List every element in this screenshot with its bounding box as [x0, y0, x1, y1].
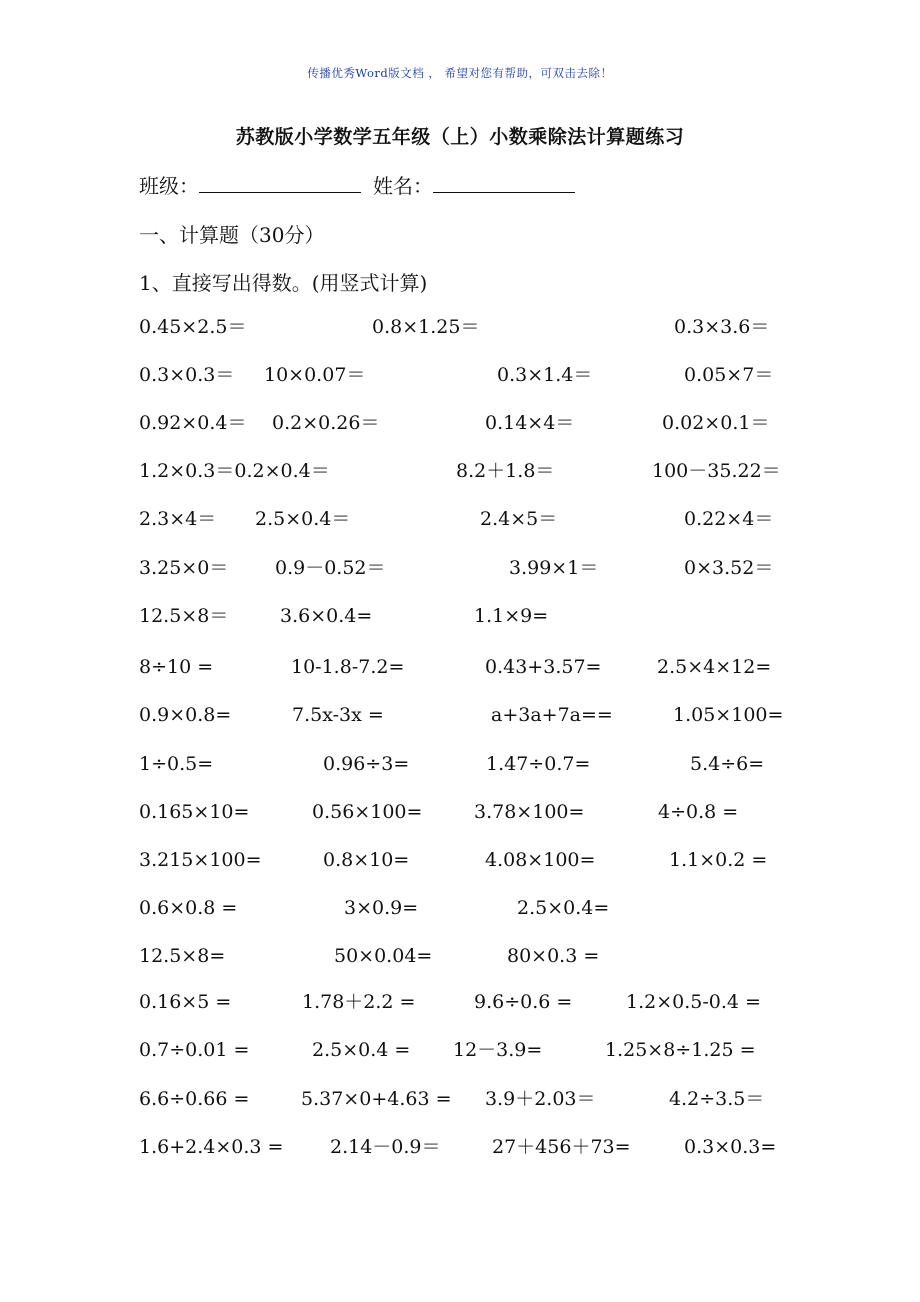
problem-item: 100－35.22＝: [652, 460, 781, 482]
problem-item: 1.2×0.3＝0.2×0.4＝: [139, 460, 330, 482]
problem-item: 1.25×8÷1.25 =: [605, 1039, 756, 1061]
question-heading: 1、直接写出得数。(用竖式计算): [139, 271, 428, 295]
problem-item: 2.3×4＝: [139, 508, 217, 530]
problem-item: 50×0.04=: [334, 945, 433, 967]
problem-item: 7.5x-3x =: [292, 704, 384, 726]
problem-item: 1.1×0.2 =: [669, 849, 768, 871]
name-blank-line[interactable]: [433, 172, 575, 193]
problem-item: 0.3×1.4＝: [497, 364, 593, 386]
class-label: 班级：: [139, 174, 199, 198]
problem-item: 0.3×0.3=: [684, 1136, 777, 1158]
problem-item: 5.37×0+4.63 =: [301, 1088, 452, 1110]
page-title: 苏教版小学数学五年级（上）小数乘除法计算题练习: [235, 126, 685, 148]
problem-item: 1.6+2.4×0.3 =: [139, 1136, 284, 1158]
problem-item: 0.56×100=: [312, 801, 423, 823]
problem-item: 3.78×100=: [474, 801, 585, 823]
problem-item: 0.8×1.25＝: [372, 316, 480, 338]
class-blank-line[interactable]: [199, 172, 361, 193]
problem-item: 4.08×100=: [485, 849, 596, 871]
problem-item: 3.215×100=: [139, 849, 262, 871]
problem-item: 1.47÷0.7=: [486, 753, 591, 775]
problem-item: 0.02×0.1＝: [662, 412, 770, 434]
problem-item: 3.6×0.4=: [280, 605, 373, 627]
problem-item: 2.5×0.4 =: [312, 1039, 411, 1061]
problem-item: 1÷0.5=: [139, 753, 214, 775]
problem-item: 2.5×4×12=: [657, 656, 772, 678]
problem-item: a+3a+7a==: [491, 704, 613, 726]
problem-item: 3.9＋2.03＝: [485, 1088, 596, 1110]
problem-item: 3.25×0＝: [139, 557, 229, 579]
problem-item: 2.14－0.9＝: [330, 1136, 441, 1158]
problem-item: 0.6×0.8 =: [139, 897, 238, 919]
problem-item: 0.22×4＝: [684, 508, 774, 530]
problem-item: 0.9×0.8=: [139, 704, 232, 726]
problem-item: 2.5×0.4＝: [255, 508, 351, 530]
problem-item: 0.45×2.5＝: [139, 316, 247, 338]
problem-item: 80×0.3 =: [507, 945, 600, 967]
problem-item: 1.2×0.5-0.4 =: [626, 991, 761, 1013]
problem-item: 2.5×0.4=: [517, 897, 610, 919]
problem-item: 0.96÷3=: [323, 753, 410, 775]
problem-item: 0.43+3.57=: [485, 656, 602, 678]
problem-item: 1.05×100=: [673, 704, 784, 726]
problem-item: 3×0.9=: [344, 897, 419, 919]
problem-item: 0.7÷0.01 =: [139, 1039, 250, 1061]
problem-item: 9.6÷0.6 =: [474, 991, 573, 1013]
problem-item: 8.2＋1.8＝: [456, 460, 555, 482]
problem-item: 0.3×0.3＝: [139, 364, 235, 386]
problem-item: 10×0.07＝: [264, 364, 366, 386]
problem-item: 0.16×5 =: [139, 991, 232, 1013]
problem-item: 27＋456＋73=: [492, 1136, 631, 1158]
problem-item: 1.1×9=: [474, 605, 549, 627]
problem-item: 0.3×3.6＝: [674, 316, 770, 338]
problem-item: 12.5×8＝: [139, 605, 229, 627]
problem-item: 3.99×1＝: [509, 557, 599, 579]
problem-item: 4.2÷3.5＝: [669, 1088, 765, 1110]
student-info-row: [139, 170, 575, 199]
problem-item: 0.2×0.26＝: [272, 412, 380, 434]
problem-item: 12.5×8=: [139, 945, 226, 967]
problem-item: 4÷0.8 =: [658, 801, 739, 823]
header-note: 传播优秀Word版文档 ， 希望对您有帮助，可双击去除！: [307, 66, 613, 80]
problem-item: 1.78＋2.2 =: [302, 991, 416, 1013]
problem-item: 0.165×10=: [139, 801, 250, 823]
name-label: 姓名：: [373, 174, 433, 198]
problem-item: 12－3.9=: [453, 1039, 543, 1061]
problem-item: 0.92×0.4＝: [139, 412, 247, 434]
problem-item: 8÷10 =: [139, 656, 214, 678]
problem-item: 5.4÷6=: [690, 753, 765, 775]
problem-item: 0.9－0.52＝: [275, 557, 386, 579]
problem-item: 2.4×5＝: [480, 508, 558, 530]
problem-item: 0.14×4＝: [485, 412, 575, 434]
problem-item: 0×3.52＝: [684, 557, 774, 579]
problem-item: 0.05×7＝: [684, 364, 774, 386]
section-heading: 一、计算题（30分）: [139, 223, 325, 247]
problem-item: 0.8×10=: [323, 849, 410, 871]
problem-item: 10-1.8-7.2=: [291, 656, 405, 678]
problem-item: 6.6÷0.66 =: [139, 1088, 250, 1110]
